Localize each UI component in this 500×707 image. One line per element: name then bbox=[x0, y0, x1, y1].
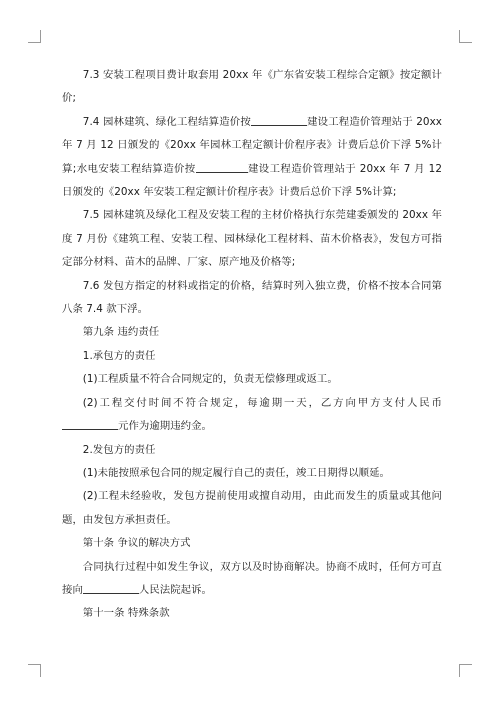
crop-mark-top-left bbox=[28, 30, 41, 43]
contractor-item-2: (2)工程交付时间不符合规定，每逾期一天，乙方向甲方支付人民币元作为逾期违约金。 bbox=[62, 392, 442, 439]
crop-mark-bottom-left bbox=[28, 664, 41, 677]
client-responsibility-heading: 2.发包方的责任 bbox=[82, 443, 156, 456]
article-10-heading: 第十条 争议的解决方式 bbox=[82, 537, 191, 550]
fill-in-blank[interactable] bbox=[196, 161, 248, 173]
contractor-item-1: (1)工程质量不符合合同规定的，负责无偿修理或返工。 bbox=[82, 373, 338, 386]
crop-mark-top-right bbox=[459, 30, 472, 43]
clause-7-5: 7.5 园林建筑及绿化工程及安装工程的主材价格执行东莞建委颁发的 20xx 年度 7 月份《建筑工程、安装工程、园林绿化工程材料、苗木价格表》，发包方可指定部分材料、苗木的品牌、厂家、原产地及价格等; bbox=[62, 209, 442, 269]
crop-mark-bottom-right bbox=[459, 664, 472, 677]
document-body bbox=[62, 64, 442, 626]
dispute-resolution-text: 合同执行过程中如发生争议，双方以及时协商解决。协商不成时，任何方可直接向 人民法院起诉。 bbox=[62, 560, 442, 596]
fill-in-blank[interactable] bbox=[251, 114, 307, 126]
article-11-heading: 第十一条 特殊条款 bbox=[82, 607, 170, 620]
clause-7-4: 7.4 园林建筑、绿化工程结算造价按 建设工程造价管理站于 20xx 年 7 月 12 日颁发的《20xx 年园林工程定额计价程序表》计费后总价下浮 5%计算;水电安装工程结算造价按 建设工程造价管理站于 20xx 年 7 月 12 日颁发的《20xx 年安装工程定额计价程序表》计费后总价下浮 5%计算; bbox=[62, 115, 442, 199]
client-item-1: (1)未能按照承包合同的规定履行自己的责任，竣工日期得以顺延。 bbox=[82, 466, 390, 479]
fill-in-blank[interactable] bbox=[62, 418, 118, 430]
clause-7-3: 7.3 安装工程项目费计取套用 20xx 年《广东省安装工程综合定额》按定额计价; bbox=[62, 69, 442, 105]
article-9-heading: 第九条 违约责任 bbox=[82, 326, 160, 339]
fill-in-blank[interactable] bbox=[83, 582, 139, 594]
contractor-responsibility-heading: 1.承包方的责任 bbox=[82, 349, 156, 362]
clause-7-6: 7.6 发包方指定的材料或指定的价格，结算时列入独立费，价格不按本合同第八条 7.4 款下浮。 bbox=[62, 279, 442, 316]
client-item-2: (2)工程未经验收，发包方提前使用或擅自动用，由此而发生的质量或其他问题，由发包方承担责任。 bbox=[62, 490, 442, 526]
